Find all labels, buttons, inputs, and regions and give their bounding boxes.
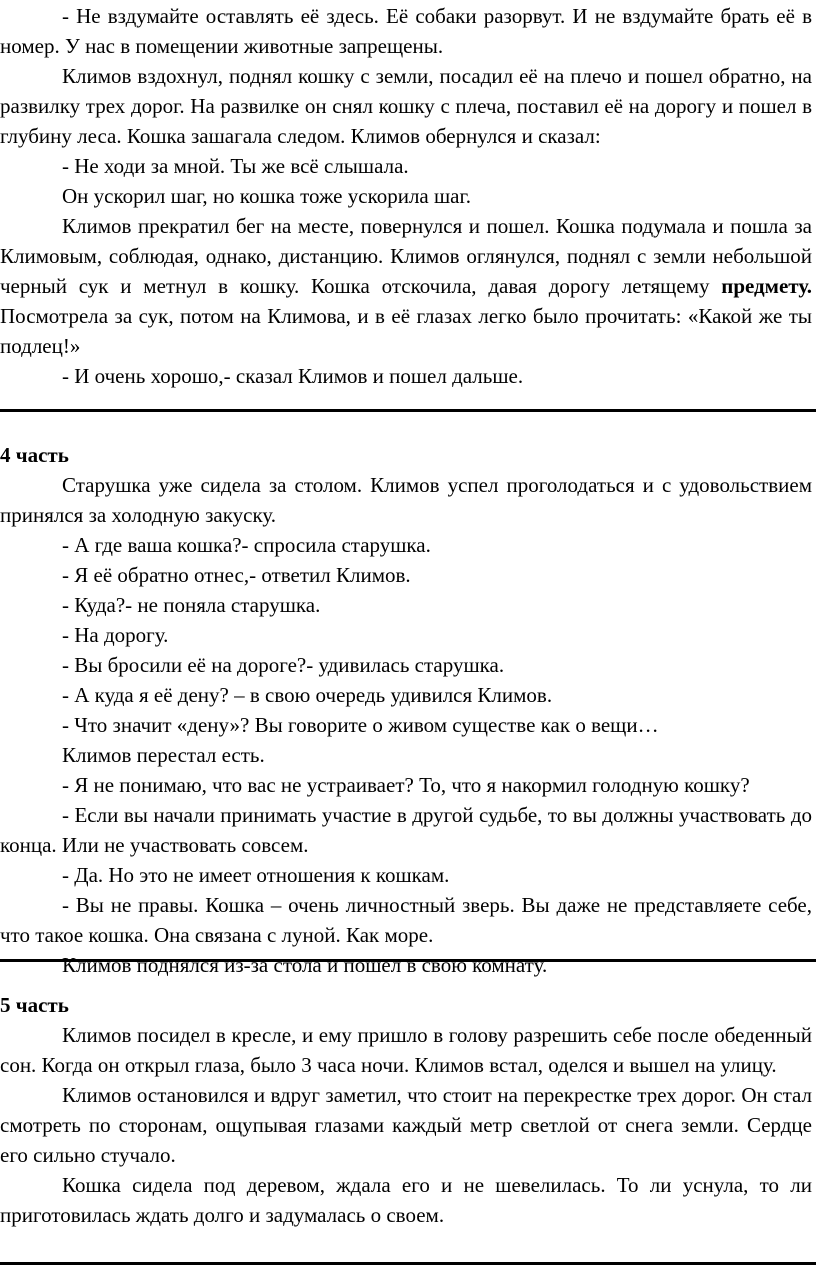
paragraph: Климов остановился и вдруг заметил, что стоит на перекрестке трех дорог. Он стал смотреть по сторонам, ощупывая глазами каждый метр светлой от снега земли. Сердце его сильно стучало. [0, 1083, 812, 1167]
paragraph: - Куда?- не поняла старушка. [62, 593, 321, 617]
paragraph: - Что значит «дену»? Вы говорите о живом существе как о вещи… [62, 713, 659, 737]
paragraph: Климов посидел в кресле, и ему пришло в голову разрешить себе после обеденный сон. Когда он открыл глаза, было 3 часа ночи. Климов встал, оделся и вышел на улицу. [0, 1023, 812, 1077]
paragraph: - На дорогу. [62, 623, 169, 647]
section-heading: 4 часть [0, 443, 69, 467]
paragraph: - А где ваша кошка?- спросила старушка. [62, 533, 431, 557]
paragraph: Климов вздохнул, поднял кошку с земли, посадил её на плечо и пошел обратно, на развилку трех дорог. На развилке он снял кошку с плеча, поставил её на дорогу и пошел в глубину леса. Кошка зашагала следом. Климов обернулся и сказал: [0, 64, 812, 148]
paragraph-text: Посмотрела за сук, потом на Климова, и в её глазах легко было прочитать: «Какой же ты подлец!» [0, 304, 812, 358]
section-heading: 5 часть [0, 993, 69, 1017]
paragraph: - Да. Но это не имеет отношения к кошкам. [62, 863, 450, 887]
section-3 [0, 1, 812, 391]
section-divider [0, 1262, 816, 1265]
section-divider [0, 409, 816, 412]
paragraph: - Если вы начали принимать участие в другой судьбе, то вы должны участвовать до конца. Или не участвовать совсем. [0, 803, 812, 857]
paragraph: - Не вздумайте оставлять её здесь. Её собаки разорвут. И не вздумайте брать её в номер. У нас в помещении животные запрещены. [0, 4, 812, 58]
paragraph-text: Климов прекратил бег на месте, повернулся и пошел. Кошка подумала и пошла за Климовым, соблюдая, однако, дистанцию. Климов оглянулся, поднял с земли небольшой черный сук и метнул в кошку. Кошка отскочила, давая дорогу летящему [0, 214, 812, 298]
section-4 [0, 440, 812, 980]
paragraph: Кошка сидела под деревом, ждала его и не шевелилась. То ли уснула, то ли приготовилась ждать долго и задумалась о своем. [0, 1173, 812, 1227]
paragraph: Он ускорил шаг, но кошка тоже ускорила шаг. [62, 184, 471, 208]
paragraph: Климов перестал есть. [62, 743, 265, 767]
paragraph: - Вы не правы. Кошка – очень личностный зверь. Вы даже не представляете себе, что такое кошка. Она связана с луной. Как море. [0, 893, 812, 947]
paragraph: Старушка уже сидела за столом. Климов успел проголодаться и с удовольствием принялся за холодную закуску. [0, 473, 812, 527]
paragraph: - Вы бросили её на дороге?- удивилась старушка. [62, 653, 505, 677]
paragraph: - Я не понимаю, что вас не устраивает? То, что я накормил голодную кошку? [62, 773, 750, 797]
paragraph: - Я её обратно отнес,- ответил Климов. [62, 563, 411, 587]
section-divider [0, 959, 816, 962]
section-5 [0, 990, 812, 1230]
paragraph: - И очень хорошо,- сказал Климов и пошел дальше. [62, 364, 524, 388]
paragraph [0, 211, 812, 361]
paragraph: Климов поднялся из-за стола и пошел в свою комнату. [62, 953, 548, 977]
paragraph: - А куда я её дену? – в свою очередь удивился Климов. [62, 683, 553, 707]
bold-word: предмету. [721, 274, 812, 298]
paragraph: - Не ходи за мной. Ты же всё слышала. [62, 154, 409, 178]
